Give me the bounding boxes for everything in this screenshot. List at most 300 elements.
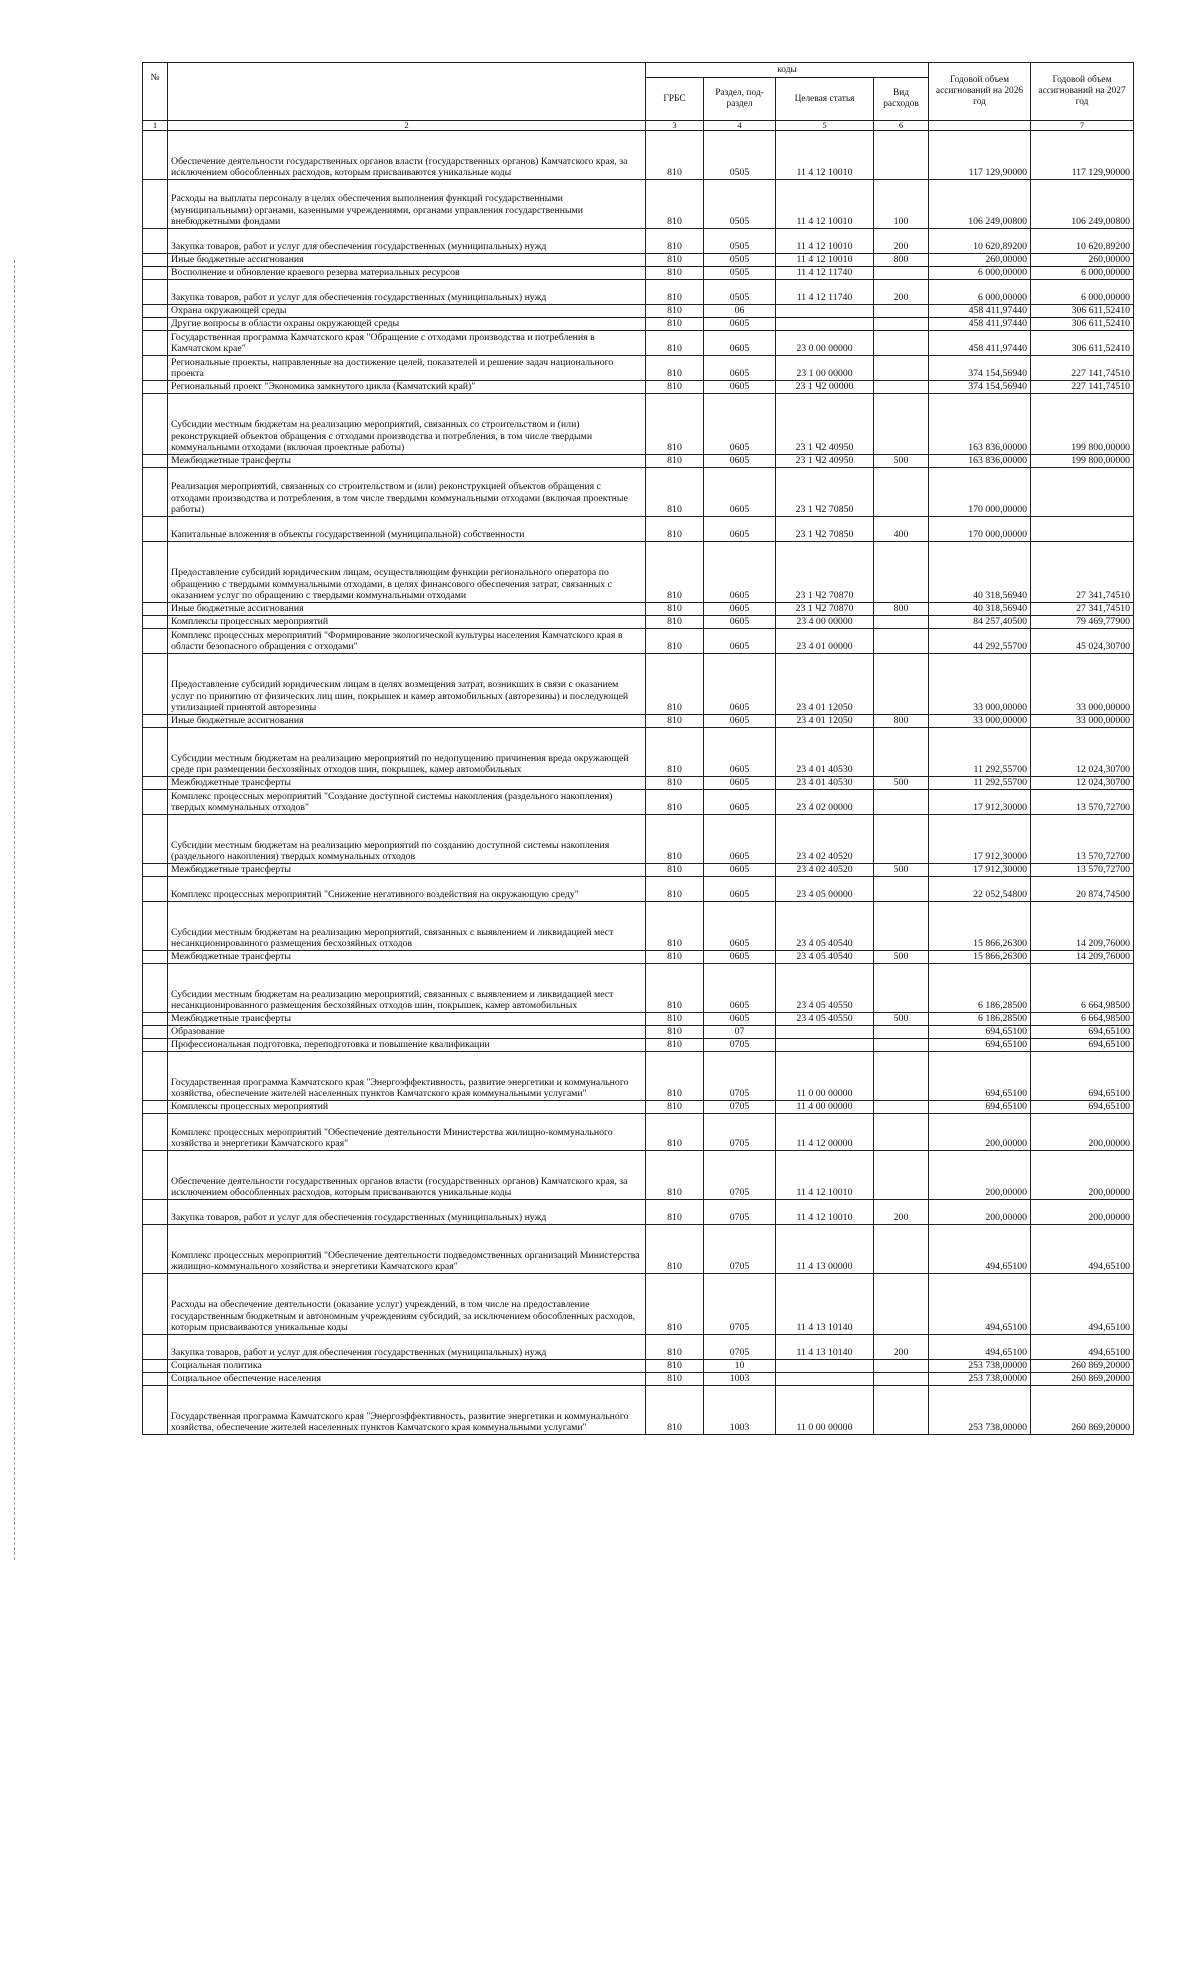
row-number — [143, 715, 168, 728]
row-value-2026: 6 186,28500 — [929, 1013, 1031, 1026]
row-grbs: 810 — [646, 1386, 704, 1435]
table-row — [143, 381, 1134, 394]
row-razdel: 0605 — [704, 318, 776, 331]
row-value-2027: 6 000,00000 — [1031, 280, 1134, 305]
row-name: Региональный проект "Экономика замкнутого цикла (Камчатский край)" — [168, 381, 646, 394]
row-razdel: 0605 — [704, 964, 776, 1013]
table-row — [143, 902, 1134, 951]
row-razdel: 0705 — [704, 1225, 776, 1274]
row-razdel: 0605 — [704, 542, 776, 603]
header-year-2027: Годовой объем ассигнований на 2027 год — [1031, 63, 1134, 121]
row-vid — [874, 654, 929, 715]
row-value-2026: 40 318,56940 — [929, 603, 1031, 616]
row-celevaya: 11 4 12 11740 — [776, 280, 874, 305]
row-name: Иные бюджетные ассигнования — [168, 715, 646, 728]
row-vid — [874, 1052, 929, 1101]
row-grbs: 810 — [646, 1151, 704, 1200]
row-name: Субсидии местным бюджетам на реализацию мероприятий по созданию доступной системы накопления (раздельного накопления) твердых коммунальных отходов — [168, 815, 646, 864]
row-name: Субсидии местным бюджетам на реализацию мероприятий по недопущению причинения вреда окружающей среде при размещении бесхозяйных отходов шин, покрышек, камер автомобильных — [168, 728, 646, 777]
table-row — [143, 468, 1134, 517]
row-value-2027 — [1031, 517, 1134, 542]
row-vid — [874, 815, 929, 864]
row-number — [143, 654, 168, 715]
table-row — [143, 305, 1134, 318]
row-grbs: 810 — [646, 864, 704, 877]
row-name: Закупка товаров, работ и услуг для обеспечения государственных (муниципальных) нужд — [168, 1200, 646, 1225]
row-razdel: 0605 — [704, 616, 776, 629]
row-razdel: 0705 — [704, 1274, 776, 1335]
row-razdel: 0605 — [704, 603, 776, 616]
row-value-2026: 170 000,00000 — [929, 517, 1031, 542]
row-value-2026: 694,65100 — [929, 1026, 1031, 1039]
row-value-2027: 306 611,52410 — [1031, 305, 1134, 318]
row-grbs: 810 — [646, 394, 704, 455]
row-value-2027: 106 249,00800 — [1031, 180, 1134, 229]
col-number: 1 — [143, 121, 168, 131]
row-value-2026: 40 318,56940 — [929, 542, 1031, 603]
row-razdel: 0605 — [704, 790, 776, 815]
row-name: Комплекс процессных мероприятий "Снижение негативного воздействия на окружающую среду" — [168, 877, 646, 902]
row-celevaya — [776, 1039, 874, 1052]
table-row — [143, 1200, 1134, 1225]
row-grbs: 810 — [646, 1101, 704, 1114]
row-razdel: 10 — [704, 1360, 776, 1373]
row-razdel: 06 — [704, 305, 776, 318]
row-vid — [874, 131, 929, 180]
row-number — [143, 381, 168, 394]
table-row — [143, 790, 1134, 815]
row-vid — [874, 1386, 929, 1435]
row-celevaya: 23 1 Ч2 40950 — [776, 455, 874, 468]
row-vid — [874, 356, 929, 381]
row-value-2027: 494,65100 — [1031, 1225, 1134, 1274]
row-value-2026: 17 912,30000 — [929, 864, 1031, 877]
row-celevaya: 23 4 01 40530 — [776, 777, 874, 790]
row-value-2027: 6 664,98500 — [1031, 1013, 1134, 1026]
row-number — [143, 254, 168, 267]
row-grbs: 810 — [646, 728, 704, 777]
row-value-2027: 260 869,20000 — [1031, 1386, 1134, 1435]
row-razdel: 0705 — [704, 1335, 776, 1360]
row-value-2026: 33 000,00000 — [929, 715, 1031, 728]
row-razdel: 1003 — [704, 1386, 776, 1435]
row-value-2026: 374 154,56940 — [929, 356, 1031, 381]
row-value-2026: 253 738,00000 — [929, 1360, 1031, 1373]
row-name: Межбюджетные трансферты — [168, 455, 646, 468]
row-value-2027: 200,00000 — [1031, 1114, 1134, 1151]
table-row — [143, 864, 1134, 877]
row-grbs: 810 — [646, 715, 704, 728]
row-grbs: 810 — [646, 654, 704, 715]
row-value-2027: 694,65100 — [1031, 1101, 1134, 1114]
row-name: Профессиональная подготовка, переподготовка и повышение квалификации — [168, 1039, 646, 1052]
table-row — [143, 1052, 1134, 1101]
row-name: Государственная программа Камчатского края "Обращение с отходами производства и потребления в Камчатском крае" — [168, 331, 646, 356]
row-celevaya: 11 0 00 00000 — [776, 1386, 874, 1435]
row-vid: 200 — [874, 229, 929, 254]
row-vid — [874, 1114, 929, 1151]
row-razdel: 0605 — [704, 877, 776, 902]
row-celevaya: 23 1 Ч2 70850 — [776, 517, 874, 542]
row-vid — [874, 629, 929, 654]
row-celevaya: 11 4 12 00000 — [776, 1114, 874, 1151]
row-value-2027: 227 141,74510 — [1031, 356, 1134, 381]
table-row — [143, 517, 1134, 542]
row-razdel: 0605 — [704, 629, 776, 654]
row-value-2026: 22 052,54800 — [929, 877, 1031, 902]
row-value-2026: 84 257,40500 — [929, 616, 1031, 629]
row-celevaya — [776, 305, 874, 318]
row-razdel: 1003 — [704, 1373, 776, 1386]
row-razdel: 0605 — [704, 455, 776, 468]
row-grbs: 810 — [646, 318, 704, 331]
row-grbs: 810 — [646, 1360, 704, 1373]
row-value-2027: 199 800,00000 — [1031, 455, 1134, 468]
row-razdel: 0605 — [704, 468, 776, 517]
row-number — [143, 1052, 168, 1101]
row-grbs: 810 — [646, 1013, 704, 1026]
row-celevaya: 23 4 02 40520 — [776, 864, 874, 877]
row-celevaya: 23 1 Ч2 70870 — [776, 603, 874, 616]
row-vid — [874, 1151, 929, 1200]
row-value-2026: 458 411,97440 — [929, 318, 1031, 331]
row-value-2027: 260 869,20000 — [1031, 1360, 1134, 1373]
table-row — [143, 542, 1134, 603]
row-name: Социальная политика — [168, 1360, 646, 1373]
row-vid: 800 — [874, 715, 929, 728]
row-razdel: 0605 — [704, 777, 776, 790]
row-vid — [874, 1026, 929, 1039]
row-value-2027: 12 024,30700 — [1031, 728, 1134, 777]
header-name — [168, 63, 646, 121]
row-celevaya: 23 4 05 40550 — [776, 1013, 874, 1026]
row-number — [143, 394, 168, 455]
row-razdel: 07 — [704, 1026, 776, 1039]
row-value-2026: 6 000,00000 — [929, 267, 1031, 280]
row-value-2027: 694,65100 — [1031, 1039, 1134, 1052]
row-celevaya: 11 4 13 00000 — [776, 1225, 874, 1274]
col-number: 3 — [646, 121, 704, 131]
row-vid — [874, 381, 929, 394]
row-name: Обеспечение деятельности государственных органов власти (государственных органов) Камчатского края, за исключением обособленных расходов, которым присваиваются уникальные коды — [168, 1151, 646, 1200]
row-number — [143, 517, 168, 542]
row-value-2026: 117 129,90000 — [929, 131, 1031, 180]
row-celevaya: 23 4 01 12050 — [776, 654, 874, 715]
row-value-2027: 117 129,90000 — [1031, 131, 1134, 180]
row-grbs: 810 — [646, 1373, 704, 1386]
row-grbs: 810 — [646, 777, 704, 790]
table-row — [143, 1026, 1134, 1039]
row-name: Охрана окружающей среды — [168, 305, 646, 318]
table-body — [143, 131, 1134, 1435]
row-vid: 500 — [874, 1013, 929, 1026]
row-vid: 800 — [874, 254, 929, 267]
table-row — [143, 1225, 1134, 1274]
row-vid: 500 — [874, 864, 929, 877]
row-grbs: 810 — [646, 951, 704, 964]
row-name: Закупка товаров, работ и услуг для обеспечения государственных (муниципальных) нужд — [168, 229, 646, 254]
row-grbs: 810 — [646, 229, 704, 254]
row-vid — [874, 331, 929, 356]
row-number — [143, 331, 168, 356]
row-value-2027: 6 664,98500 — [1031, 964, 1134, 1013]
row-name: Социальное обеспечение населения — [168, 1373, 646, 1386]
row-value-2026: 163 836,00000 — [929, 394, 1031, 455]
table-row — [143, 654, 1134, 715]
row-vid — [874, 1225, 929, 1274]
row-value-2026: 15 866,26300 — [929, 902, 1031, 951]
row-name: Комплекс процессных мероприятий "Создание доступной системы накопления (раздельного накопления) твердых коммунальных отходов" — [168, 790, 646, 815]
row-celevaya: 23 4 01 40530 — [776, 728, 874, 777]
row-value-2027: 306 611,52410 — [1031, 331, 1134, 356]
row-value-2027: 13 570,72700 — [1031, 864, 1134, 877]
col-number — [929, 121, 1031, 131]
header-grbs: ГРБС — [646, 78, 704, 121]
row-celevaya — [776, 318, 874, 331]
table-row — [143, 1386, 1134, 1435]
row-number — [143, 629, 168, 654]
row-name: Государственная программа Камчатского края "Энергоэффективность, развитие энергетики и коммунального хозяйства, обеспечение жителей населенных пунктов Камчатского края коммунальными услугами" — [168, 1386, 646, 1435]
row-value-2027: 227 141,74510 — [1031, 381, 1134, 394]
row-celevaya: 11 4 12 10010 — [776, 229, 874, 254]
table-row — [143, 1151, 1134, 1200]
row-grbs: 810 — [646, 455, 704, 468]
row-number — [143, 468, 168, 517]
row-number — [143, 964, 168, 1013]
row-value-2027: 13 570,72700 — [1031, 790, 1134, 815]
row-number — [143, 542, 168, 603]
row-value-2026: 458 411,97440 — [929, 305, 1031, 318]
table-row — [143, 1360, 1134, 1373]
row-razdel: 0605 — [704, 517, 776, 542]
row-value-2027: 200,00000 — [1031, 1200, 1134, 1225]
row-celevaya: 11 4 13 10140 — [776, 1335, 874, 1360]
row-razdel: 0605 — [704, 951, 776, 964]
table-row — [143, 877, 1134, 902]
row-celevaya: 23 1 00 00000 — [776, 356, 874, 381]
table-row — [143, 728, 1134, 777]
row-razdel: 0605 — [704, 381, 776, 394]
row-value-2027: 79 469,77900 — [1031, 616, 1134, 629]
table-row — [143, 815, 1134, 864]
table-row — [143, 1274, 1134, 1335]
row-value-2026: 17 912,30000 — [929, 815, 1031, 864]
row-vid: 400 — [874, 517, 929, 542]
table-row — [143, 318, 1134, 331]
table-row — [143, 1039, 1134, 1052]
row-number — [143, 902, 168, 951]
row-grbs: 810 — [646, 305, 704, 318]
row-razdel: 0705 — [704, 1200, 776, 1225]
row-celevaya: 11 4 12 10010 — [776, 254, 874, 267]
row-celevaya: 23 1 Ч2 00000 — [776, 381, 874, 394]
row-grbs: 810 — [646, 356, 704, 381]
row-vid: 200 — [874, 280, 929, 305]
table-row — [143, 715, 1134, 728]
row-grbs: 810 — [646, 616, 704, 629]
row-razdel: 0605 — [704, 654, 776, 715]
row-vid — [874, 728, 929, 777]
row-razdel: 0705 — [704, 1114, 776, 1151]
row-value-2027: 13 570,72700 — [1031, 815, 1134, 864]
row-value-2027: 27 341,74510 — [1031, 542, 1134, 603]
row-value-2027: 306 611,52410 — [1031, 318, 1134, 331]
header-codes: коды — [646, 63, 929, 78]
row-razdel: 0605 — [704, 728, 776, 777]
row-value-2027: 10 620,89200 — [1031, 229, 1134, 254]
row-value-2027: 45 024,30700 — [1031, 629, 1134, 654]
row-name: Восполнение и обновление краевого резерва материальных ресурсов — [168, 267, 646, 280]
row-razdel: 0505 — [704, 180, 776, 229]
row-vid — [874, 790, 929, 815]
row-value-2026: 260,00000 — [929, 254, 1031, 267]
row-celevaya: 23 4 01 12050 — [776, 715, 874, 728]
row-number — [143, 1386, 168, 1435]
row-vid — [874, 542, 929, 603]
row-value-2027: 6 000,00000 — [1031, 267, 1134, 280]
row-number — [143, 1225, 168, 1274]
row-celevaya: 11 4 12 11740 — [776, 267, 874, 280]
row-celevaya — [776, 1360, 874, 1373]
row-razdel: 0605 — [704, 715, 776, 728]
row-celevaya: 23 1 Ч2 70870 — [776, 542, 874, 603]
row-value-2026: 694,65100 — [929, 1101, 1031, 1114]
row-celevaya: 11 0 00 00000 — [776, 1052, 874, 1101]
header-number: № — [143, 63, 168, 121]
row-number — [143, 864, 168, 877]
table-row — [143, 394, 1134, 455]
row-vid — [874, 1101, 929, 1114]
row-celevaya: 11 4 12 10010 — [776, 180, 874, 229]
row-grbs: 810 — [646, 381, 704, 394]
row-grbs: 810 — [646, 1026, 704, 1039]
row-grbs: 810 — [646, 1039, 704, 1052]
row-celevaya: 23 0 00 00000 — [776, 331, 874, 356]
row-name: Расходы на выплаты персоналу в целях обеспечения выполнения функций государственными (муниципальными) органами, казенными учреждениями, органами управления государственными внебюджетными фондами — [168, 180, 646, 229]
row-name: Комплекс процессных мероприятий "Обеспечение деятельности Министерства жилищно-коммунального хозяйства и энергетики Камчатского края" — [168, 1114, 646, 1151]
header-vid: Вид расходов — [874, 78, 929, 121]
row-number — [143, 1200, 168, 1225]
row-grbs: 810 — [646, 331, 704, 356]
row-celevaya: 23 4 01 00000 — [776, 629, 874, 654]
row-value-2026: 6 186,28500 — [929, 964, 1031, 1013]
row-razdel: 0705 — [704, 1101, 776, 1114]
row-grbs: 810 — [646, 603, 704, 616]
row-grbs: 810 — [646, 629, 704, 654]
row-number — [143, 1114, 168, 1151]
header-razdel: Раздел, под-раздел — [704, 78, 776, 121]
row-vid — [874, 468, 929, 517]
row-celevaya: 23 4 05 40540 — [776, 902, 874, 951]
row-value-2026: 33 000,00000 — [929, 654, 1031, 715]
row-vid — [874, 1360, 929, 1373]
row-number — [143, 180, 168, 229]
budget-table-sheet — [142, 62, 1133, 1435]
row-number — [143, 305, 168, 318]
row-number — [143, 1373, 168, 1386]
row-vid — [874, 318, 929, 331]
row-value-2027: 199 800,00000 — [1031, 394, 1134, 455]
row-value-2027: 200,00000 — [1031, 1151, 1134, 1200]
row-number — [143, 229, 168, 254]
header-celevaya: Целевая статья — [776, 78, 874, 121]
row-celevaya: 23 4 02 00000 — [776, 790, 874, 815]
row-value-2027: 494,65100 — [1031, 1335, 1134, 1360]
table-row — [143, 629, 1134, 654]
table-row — [143, 180, 1134, 229]
col-number: 6 — [874, 121, 929, 131]
row-value-2026: 200,00000 — [929, 1200, 1031, 1225]
row-number — [143, 356, 168, 381]
row-razdel: 0505 — [704, 131, 776, 180]
row-number — [143, 1360, 168, 1373]
row-value-2026: 253 738,00000 — [929, 1373, 1031, 1386]
table-row — [143, 1335, 1134, 1360]
row-grbs: 810 — [646, 1274, 704, 1335]
row-razdel: 0605 — [704, 1013, 776, 1026]
row-celevaya: 11 4 13 10140 — [776, 1274, 874, 1335]
row-value-2027 — [1031, 468, 1134, 517]
row-name: Межбюджетные трансферты — [168, 864, 646, 877]
row-vid — [874, 877, 929, 902]
row-grbs: 810 — [646, 542, 704, 603]
row-grbs: 810 — [646, 964, 704, 1013]
row-razdel: 0505 — [704, 229, 776, 254]
row-grbs: 810 — [646, 468, 704, 517]
row-celevaya: 23 4 05 00000 — [776, 877, 874, 902]
row-name: Комплексы процессных мероприятий — [168, 1101, 646, 1114]
row-name: Межбюджетные трансферты — [168, 777, 646, 790]
row-value-2027: 14 209,76000 — [1031, 951, 1134, 964]
row-name: Субсидии местным бюджетам на реализацию мероприятий, связанных с выявлением и ликвидацией мест несанкционированного размещения бесхозяйных отходов шин, покрышек, камер автомобильных — [168, 964, 646, 1013]
table-row — [143, 1101, 1134, 1114]
row-razdel: 0605 — [704, 394, 776, 455]
row-value-2026: 458 411,97440 — [929, 331, 1031, 356]
row-value-2026: 694,65100 — [929, 1039, 1031, 1052]
row-razdel: 0505 — [704, 267, 776, 280]
row-celevaya: 11 4 12 10010 — [776, 131, 874, 180]
row-name: Субсидии местным бюджетам на реализацию мероприятий, связанных с выявлением и ликвидацией мест несанкционированного размещения бесхозяйных отходов — [168, 902, 646, 951]
row-name: Субсидии местным бюджетам на реализацию мероприятий, связанных со строительством и (или) реконструкцией объектов обращения с отходами производства и потребления, в том числе твердыми коммунальными отходами (включая проектные работы) — [168, 394, 646, 455]
row-number — [143, 790, 168, 815]
row-name: Комплекс процессных мероприятий "Обеспечение деятельности подведомственных организаций Министерства жилищно-коммунального хозяйства и энергетики Камчатского края" — [168, 1225, 646, 1274]
row-celevaya: 11 4 12 10010 — [776, 1200, 874, 1225]
row-number — [143, 455, 168, 468]
row-vid — [874, 267, 929, 280]
row-grbs: 810 — [646, 815, 704, 864]
col-number: 2 — [168, 121, 646, 131]
row-name: Закупка товаров, работ и услуг для обеспечения государственных (муниципальных) нужд — [168, 280, 646, 305]
row-value-2027: 33 000,00000 — [1031, 715, 1134, 728]
row-name: Иные бюджетные ассигнования — [168, 254, 646, 267]
row-value-2027: 694,65100 — [1031, 1026, 1134, 1039]
row-grbs: 810 — [646, 1114, 704, 1151]
table-row — [143, 455, 1134, 468]
row-number — [143, 1335, 168, 1360]
table-row — [143, 1373, 1134, 1386]
table-row — [143, 1013, 1134, 1026]
row-value-2027: 33 000,00000 — [1031, 654, 1134, 715]
row-name: Реализация мероприятий, связанных со строительством и (или) реконструкцией объектов обращения с отходами производства и потребления, в том числе твердыми коммунальными отходами (включая проектные работы) — [168, 468, 646, 517]
row-number — [143, 1039, 168, 1052]
row-vid — [874, 1039, 929, 1052]
row-value-2027: 260,00000 — [1031, 254, 1134, 267]
row-value-2026: 15 866,26300 — [929, 951, 1031, 964]
row-value-2026: 163 836,00000 — [929, 455, 1031, 468]
row-number — [143, 616, 168, 629]
row-number — [143, 1026, 168, 1039]
row-number — [143, 280, 168, 305]
